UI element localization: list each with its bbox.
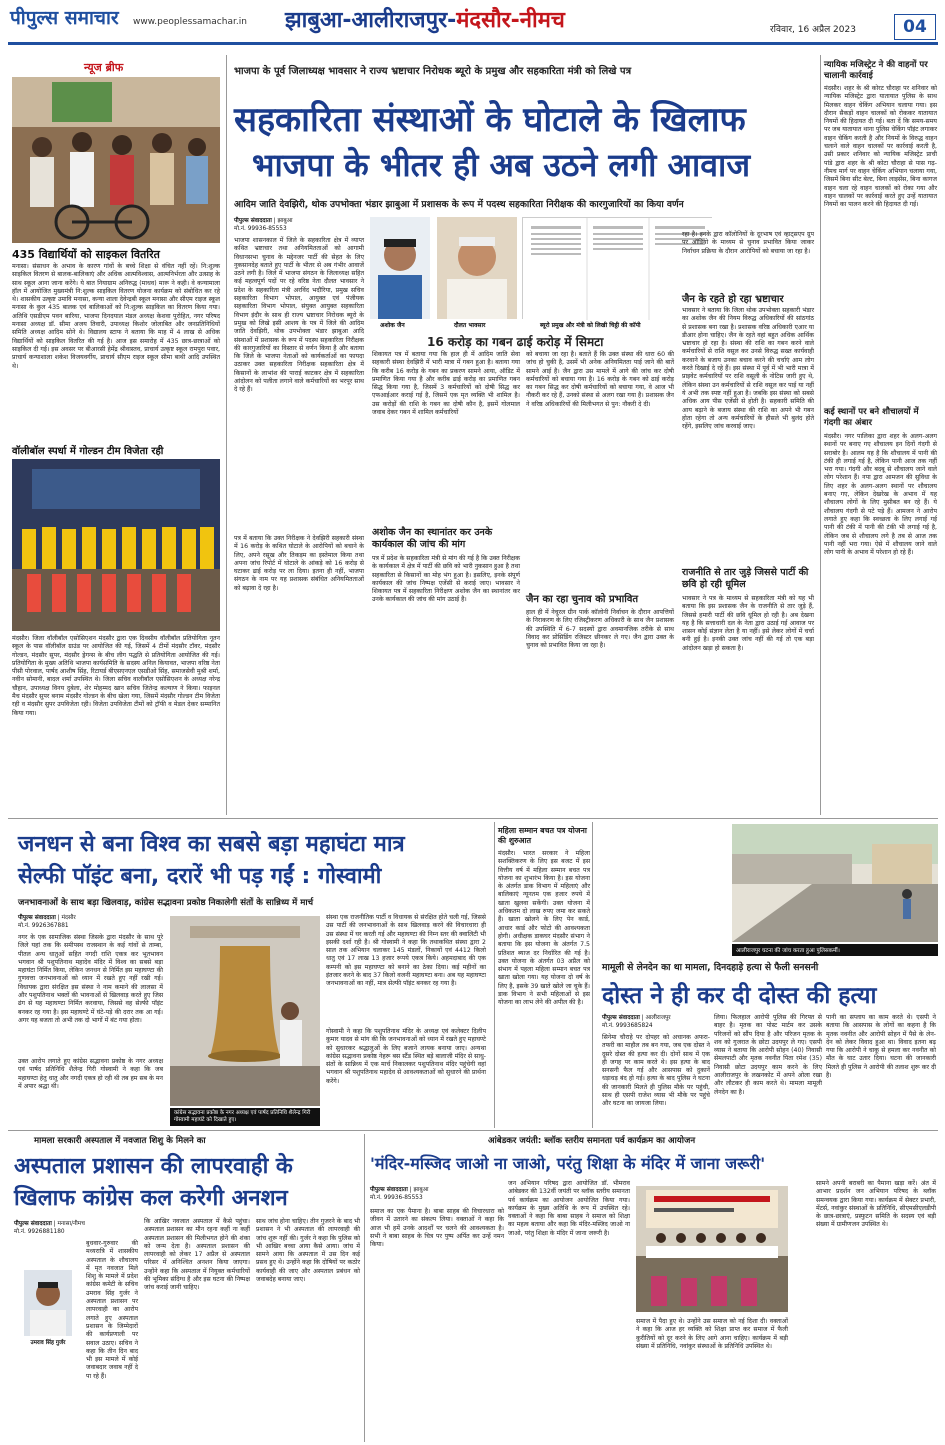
- right-column: [824, 55, 937, 815]
- main-story-col4c: भावसार ने पत्र के माध्यम से सहकारिता मंत्री को यह भी बताया कि इस प्रशासक जैन के राजनीति से तार जुड़े हैं, जिससे हमारी पार्टी की छवि धूमिल हो रही है। अब देखना यह है कि सत्ताधारी दल के नेता द्वारा उठाई गई आवाज पर शासन कोई संज्ञान लेता है या नहीं। इसे लेकर लोगों में चर्चा बनी हुई है। इनकी उक्त जांच नहीं की गई तो एक बड़ा आंदोलन खड़ा हो सकता है।: [682, 595, 814, 652]
- hospital-col2: कि आखिर नवजात अस्पताल में कैसे पहुंचा। अस्पताल प्रशासन का मौन रहना कहीं ना कहीं अस्पताल प्रशासन की मिलीभगत होने की शंका को जन्म देता है। अस्पताल प्रशासन की लापरवाही को लेकर 17 अप्रैल से अस्पताल परिसर में अनिश्चित अनशन किया जाएगा। उन्होंने कहा कि अस्पताल में नियुक्त कर्मचारियों की भूमिका संदिग्ध है और इस घटना की निष्पक्ष जांच कराई जानी चाहिए।: [144, 1218, 250, 1292]
- murder-col2: लिया। फिलहाल आरोपी पुलिस की गिरफ्त से बाहर है। मृतक का पोस्ट मार्टम कर उसके परिजनों को सौंप दिया है और परिजन मृतक के शव को गुजरात के छोटा उदयपुर ले गए। एसपी व्यास ने बताया कि आरोपी सोहन (40) निवासी सेमलपाटी और मृतक नवनीत पिता रमेश (35) निवासी छोटा उदयपुर काम करने के लिए आलीराजपुर के लखनकोट में अपने ओला रखा और लौटकर ही काम करते थे। मामला मामूली लेनदेन का है।: [714, 1014, 822, 1096]
- hospital-col1: बुधवार-गुरुवार की मध्यरात्रि में शासकीय अस्पताल के शौचालय में मृत नवजात मिले शिशु के मामले में प्रदेश कांग्रेस कमेटी के सचिव उमराव सिंह गुर्जर ने अस्पताल प्रशासन पर लापरवाही का आरोप लगाते हुए अस्पताल प्रशासन के जिम्मेदारों की कार्यप्रणाली पर सवाल उठाए। सचिव ने कहा कि तीन दिन बाद भी इस मामले में कोई जवाबदार जवाब नहीं दे पा रहे हैं।: [86, 1240, 138, 1380]
- hospital-headline-line1: अस्पताल प्रशासन की लापरवाही के: [14, 1154, 293, 1179]
- subhead-politics: राजनीति से तार जुड़े जिससे पार्टी की छवि हो रही धूमिल: [682, 567, 809, 590]
- region-title: [285, 4, 565, 34]
- magistrate-body: मंदसौर। शहर के श्री कोरट चौराहा पर शनिवार को न्यायिक मजिस्ट्रेट द्वारा यातायात पुलिस के साथ मिलकर वाहन चेकिंग अभियान चलाया गया। इस दौरान सैकड़ों वाहन चालकों को रोककर यातायात नियमों की हिदायत दी गई। बता दें कि समय-समय पर जब यातायात थाना पुलिस चेकिंग पॉइंट लगाकर वाहन चेकिंग करती है और नियमों के विरुद्ध वाहन चलाने वाले वाहन चालकों पर कार्रवाई करती है, उसी प्रकार शनिवार को न्यायिक मजिस्ट्रेट प्राची पांडे द्वारा शहर के श्री कोटा चौराहा से पास गढ़-नीमच मार्ग पर वाहन चेकिंग अभियान चलाया गया, जिसमें बिना सीट बेल्ट, बिना लाइसेंस, बिना कागज वाहन चला रहे वाहन चालकों को रोका गया और वाहन चालकों पर कार्रवाई करते हुए उन्हें यातायात नियमों का पालन करने की हिदायत दी गई।: [824, 85, 937, 209]
- ashok-jain-photo: [370, 217, 430, 319]
- toilets-body: मंदसौर। नगर पालिका द्वारा शहर के अलग-अलग स्थानों पर बनाए गए शौचालय इन दिनों गंदगी से सराबोर है। आलम यह है कि शौचालय में पानी की टंकी ही लगाई गई है, लेकिन पानी आज तक नहीं भरा गया। गंदगी और बदबू से शौचालय जाने वाले लोग परेशान हैं। नपा द्वारा आमजन की सुविधा के लिए शहर के अलग-अलग स्थानों पर शौचालय बनाए गए, लेकिन देखरेख के अभाव में यह शौचालय लोगों के लिए मुसीबत बन रहे हैं। ये शौचालय गंदगी से पटे पड़े हैं। आमजन ने आरोप लगाते हुए कहा कि स्वच्छता के लिए लगाई गई पानी की टंकी में पानी की टंकी भी लगाई गई है, लेकिन जब से शौचालय लगे है तब से आज तक पानी नहीं भरा गया। ऐसे में शौचालय जाने वाले लोग पानी के अभाव में परेशान हो रहे हैं।: [824, 433, 937, 557]
- mahaghanta-story: [10, 822, 490, 1128]
- subhead-jain-election: जैन का रहा चुनाव को प्रभावित: [526, 594, 639, 605]
- subhead-16-crore: 16 करोड़ का गबन ढाई करोड़ में सिमटा: [427, 335, 604, 349]
- cycle-story-title: 435 विद्यार्थियों को साइकल वितरित: [12, 248, 160, 261]
- team-photo-illustration: [12, 459, 220, 631]
- murder-byline-name: पीपुल्स संवाददाता: [602, 1015, 640, 1021]
- main-headline-line1: सहकारिता संस्थाओं के घोटाले के खिलाफ: [234, 100, 746, 140]
- mahaghanta-col2: संस्था एक राजनीतिक पार्टी व विधायक से संरक्षित होते चली गई, जिससे उस पार्टी की जनभावनाओं के साथ खिलवाड़ करने की विचारधारा ही उस संस्था में घर करती गई और महाघण्टा की निम्न स्तर की क्वालिटी भी इसकी दर्शा रही है। श्री गोस्वामी ने कहा कि तथाकथित संस्था द्वारा 2 साल तक अभियान चलाकर 145 मंडलों, निकायों एवं 4412 किलो धातु एवं 17 लाख 13 हजार रूपये एकत्र किये। अहमदाबाद की एक कम्पनी को इस महाघण्टा को बनाने का ठेका दिया। कई महीनों का इंतजार करने के बाद 37 किलो वजनी महाघण्टा बना। अब यह महाघण्टा जनभावनाओं का नहीं, मात्र सेल्फी पॉइंट बनकर रह गया है।: [326, 914, 486, 988]
- main-byline-place: झाबुआ: [277, 218, 293, 224]
- mahaghanta-col1: नगर के एक सामाजिक संस्था जिसके द्वारा मंदसौर के साथ पूरे जिले यहां तक कि समीपस्थ राजस्थान के कई गांवों से ताम्बा, पीतल अन्य धातुओं सहित नगदी राशि एकत्र कर भूतभावन भगवान श्री पशुपतिनाथ महादेव मंदिर में विश्व का सबसे बड़ा महाघंटा निर्मित किया, लेकिन जनधन से निर्मित इस महाघण्टा की गुणवत्ता जनभावनाओं को ध्यान में रखते हुए नहीं रखी गई। विधायक द्वारा संरक्षित इस संस्था ने नाम कमाने की लालसा में और पशुपतिनाथ भक्तों की भावनाओं से खिलवाड़ करते हुए जिस ढंग से यह महाघण्टा निर्मित करवाया, जिससे वह सेल्फी पॉइंट बनकर रह गया है। इस महाघण्टे में घंटे-पड़े की दरार तक आ गई। अगर यह बजता तो अभी तक दो भागों में बंट गया होता।: [18, 934, 163, 1024]
- masthead-url: www.peoplessamachar.in: [133, 17, 247, 27]
- portrait-illustration: [370, 217, 430, 319]
- hospital-byline: पीपुल्स संवाददाता | मनासा/नीमच मो.नं. 9926881180: [14, 1220, 126, 1236]
- news-brief-column: [10, 55, 222, 815]
- main-story-kicker: भाजपा के पूर्व जिलाध्यक्ष भावसार ने राज्य भ्रष्टाचार निरोधक ब्यूरो के प्रमुख और सहकारिता मंत्री को लिखे पत्र: [234, 66, 632, 77]
- volleyball-story-body: मंदसौर। जिला वॉलीबॉल एसोसिएशन मंदसौर द्वारा एक दिवसीय वॉलीबॉल प्रतियोगिता नूतन स्कूल के पास वॉलीबॉल ग्राउंड पर आयोजित की गई, जिसमें 4 टीमों मंदसौर टॉवर, मंदसौर गोल्डन, मंदसौर सुपर, मंदसौर ड्रेगन्स के बीच लीग पद्धति से प्रतियोगिता आयोजित की गई। प्रतियोगिता के मुख्य अतिथि भाजपा कार्यसमिति के सदस्य अनिल कियावत, भाजपा वरिष्ठ नेता पीसी पोरवाल, पार्षद आशीष सिंह, रिटायर्ड बीएसएनएल एसडीओ सिंह, समाजसेवी मुश्री शर्मा, नवीन सोमानी, बादल शर्मा उपस्थित थे। जिला सचिव वालीबॉल एसोसिएशन के अध्यक्ष नरेन्द्र चौहान, उपाध्यक्ष विनय दुबेला, शेर मोहम्मद खान सचिव जितेन्द्र कल्याण ने किया। फाइनल मैच मंदसौर सुपर बनाम मंदसौर गोल्डन के बीच खेला गया, जिसमें मंदसौर गोल्डन टीम विजेता रही व मंदसौर सुपर उपविजेता रही। विजेता उपविजेता टीमों को ट्रॉफी व मेडल देकर सम्मानित किया गया।: [12, 635, 220, 717]
- region-title-part2: मंदसौर-नीमच: [456, 8, 565, 33]
- hospital-kicker: मामला सरकारी अस्पताल में नवजात शिशु के मिलने का: [34, 1136, 206, 1146]
- ambedkar-story: [368, 1134, 938, 1442]
- ambedkar-byline-name: पीपुल्स संवाददाता: [370, 1187, 408, 1193]
- mahaghanta-headline-line1: जनधन से बना विश्व का सबसे बड़ा महाघंटा मात्र: [18, 832, 405, 857]
- women-scheme-story: [498, 822, 590, 1128]
- main-byline-name: पीपुल्स संवाददाता: [234, 218, 272, 224]
- toilets-title: कई स्थानों पर बने शौचालयों में गंदगी का अंबार: [824, 407, 919, 428]
- crime-scene-photo: [732, 824, 938, 942]
- hospital-headline-line2: खिलाफ कांग्रेस कल करेगी अनशन: [14, 1186, 288, 1211]
- hospital-byline-place: मनासा/नीमच: [57, 1221, 85, 1227]
- page-number: 04: [894, 14, 936, 40]
- subhead-jain-corruption: जैन के रहते हो रहा भ्रष्टाचार: [682, 294, 784, 305]
- murder-headline: दोस्त ने ही कर दी दोस्त की हत्या: [602, 983, 877, 1009]
- umrao-gurjar-caption: उमराव सिंह गुर्जर: [30, 1340, 66, 1346]
- mahaghanta-headline-line2: सेल्फी पॉइंट बना, दरारें भी पड़ गईं : गोस्वामी: [18, 864, 382, 889]
- main-story-col3b: हाल ही में नेचुरल ग्रीन पार्क कॉलोनी निर्वाचन के दौरान आपत्तियों के निराकरण के लिए रजिस्ट्रीकरण अधिकारी के साथ जैन प्रशासक की उपस्थिति में 6-7 सदस्यों द्वारा अवमानजिक तरीके से साथ विवाद कर प्रोसिडिंग रजिस्टर छीनकर ले गए। जैन द्वारा उक्त के चुनाव को प्रभावित किया जा रहा है।: [526, 609, 674, 650]
- ashok-jain-caption: अशोक जैन: [380, 322, 405, 329]
- subhead-ashok-jain: अशोक जैन का स्थानांतर कर उनके कार्यकाल की जांच की मांग: [372, 527, 493, 550]
- letter-caption: ब्यूरो प्रमुख और मंत्री को लिखी चिट्ठी की कॉपी: [540, 322, 641, 329]
- murder-col1: सिनेमा चौराहे पर दोपहर को अचानक अफरा-तफरी का माहौल तब बन गया, जब एक दोस्त ने दूसरे दोस्त की हत्या कर दी। दोनों साथ में एक ही जगह पर काम करते थे। इस हत्या के बाद सनसनी फैल गई और आसपास को दुकानें धड़ाधड़ बंद हो गई। हत्या के बाद पुलिस ने घटना की जानकारी मिलते ही पुलिस मौके पर पहुंची, साथ ही एसपी राजेश व्यास भी मौके पर पहुंचे और घटना का जायजा लिया।: [602, 1034, 710, 1108]
- main-byline: पीपुल्स संवाददाता | झाबुआ मो.नं. 99936-85553: [234, 217, 364, 233]
- mahaghanta-byline: पीपुल्स संवाददाता | मंदसौर मो.नं. 9926367881: [18, 914, 158, 930]
- section-divider-1: [8, 818, 938, 819]
- event-photo-illustration: [636, 1186, 788, 1312]
- mid-divider-2: [592, 822, 593, 1128]
- ambedkar-byline-place: झाबुआ: [413, 1187, 429, 1193]
- header-date: रविवार, 16 अप्रैल 2023: [770, 25, 856, 35]
- main-story-col4b: भावसार ने बताया कि जिला थोक उपभोक्ता सहकारी भंडार का अशोक जैन की नियम विरुद्ध अधिकारियों की सांठगांठ से प्रशासक बना रखा है। प्रशासक वरिष्ठ अधिकारी एआर या डीआर होना चाहिए। जैन के रहते वहां बहुत अधिक आर्थिक भ्रष्टाचार हो रहा है। संस्था की राशि का गबन करने वाले कर्मचारियों से राशि वसूल कर उनसे विरुद्ध सख्त कार्यवाही करवाने के बजाय उनका बचाव करने की चर्चाएं आम लोग करते दिखाई दे रहे हैं। इस संस्था में पूर्व में भी भारी मात्रा में प्राइवेट कर्मचारियों पर राशि वसूली के नोटिस जारी हुए थे, लेकिन संस्था उन कर्मचारियों से राशि वसूल कर पाई या नहीं ये अभी तक स्पष्ट नहीं हुआ है। जबकि इस संस्था को सबसे अधिक आय पीस एजेंसी से होती है। सहकारी समिति की आय बढ़ाने के बजाय संस्था की राशि का अपने भी गबन होता रहेगा तो अन्य कर्मचारियों के हौसले भी बुलंद होते रहेंगे, इसलिए जांच करवाई जाए।: [682, 307, 814, 431]
- murder-col3: पानी का सप्लाय का काम करते थे। एसपी ने बताया कि आसपास के लोगों का कहना है कि मृतक नवनीत और आरोपी सोहन में पैसे के लेन-देन को लेकर विवाद हुआ था। विवाद इतना बढ़ गया कि आरोपी ने चाकू से हमला कर नवनीत को मौत के घाट उतार दिया। घटना की जानकारी मिलते ही पुलिस ने आरोपी की तलाश शुरू कर दी है।: [826, 1014, 936, 1080]
- daulat-bhavsar-caption: दौलत भावसार: [454, 322, 486, 329]
- ambedkar-byline-mobile: मो.नं. 99936-85553: [370, 1195, 423, 1201]
- mahaghanta-byline-name: पीपुल्स संवाददाता: [18, 915, 56, 921]
- hospital-byline-name: पीपुल्स संवाददाता: [14, 1221, 52, 1227]
- ambedkar-col-left: जन अभियान परिषद द्वारा आयोजित डॉ. भीमराव आंबेडकर की 132वीं जयंती पर ब्लॉक स्तरीय समानता पर्व कार्यक्रम का आयोजन आयोजित किया गया। कार्यक्रम के मुख्य अतिथि के रूप में उपस्थित रहे। वक्ताओं ने कहा कि बाबा साहब ने समाज को शिक्षा का महत्व बताया और कहा कि मंदिर-मस्जिद जाओ ना जाओ, परंतु शिक्षा के मंदिर में जाना जरूरी है।: [508, 1180, 630, 1237]
- bell-temple-illustration: [170, 916, 320, 1106]
- right-column-divider: [820, 55, 821, 815]
- women-scheme-kicker: महिला सम्मान बचत पत्र योजना की शुरुआत: [498, 826, 587, 845]
- street-scene-illustration: [732, 824, 938, 942]
- main-story-col4: रहा है। इनके द्वारा कॉलोनियों के दूरभाष एवं व्हाट्सएप ग्रुप पर ऑडियो के माध्यम से चुनाव प्रभावित किया जाकर निर्वाचन प्रक्रिया के दौरान आरोपियों को बचाया जा रहा है।: [682, 231, 814, 255]
- mahaghanta-photo: [170, 916, 320, 1106]
- volleyball-team-photo: [12, 459, 220, 631]
- main-byline-mobile: मो.नं. 99936-85553: [234, 226, 287, 232]
- murder-kicker: मामूली से लेनदेन का था मामला, दिनदहाड़े हत्या से फैली सनसनी: [602, 962, 819, 973]
- ambedkar-kicker: आंबेडकर जयंती: ब्लॉक स्तरीय समानता पर्व कार्यक्रम का आयोजन: [488, 1136, 696, 1146]
- crime-scene-caption: आलीराजपुर घटना की जांच करता हुआ पुलिसकर्मी।: [732, 944, 938, 956]
- header-rule: [8, 42, 938, 45]
- main-deck: आदिम जाति देवझिरी, थोक उपभोक्ता भंडार झाबुआ में प्रशासक के रूप में पदस्थ सहकारिता निरीक्षक की कारगुजारियों का किया वर्णन: [234, 199, 684, 210]
- ambedkar-byline: पीपुल्स संवाददाता | झाबुआ मो.नं. 99936-85553: [370, 1186, 510, 1202]
- ambedkar-col-far-right: सामने अपनी बराबरी का पैमाना खड़ा करें। अंत में आभार प्रदर्शन जन अभियान परिषद के ब्लॉक समन्वयक द्वारा किया गया। कार्यक्रम में सेक्टर प्रभारी, मेंटर्स, नवांकुर संस्थाओं के प्रतिनिधि, सीएमसीएलडीपी के छात्र-छात्राएं, प्रस्फुटन समिति के सदस्य एवं बड़ी संख्या में ग्रामीणजन उपस्थित थे।: [816, 1180, 936, 1229]
- left-column-divider: [226, 55, 227, 815]
- main-story-col3: को बचाया जा रहा है। बताते हैं कि उक्त संस्था की धारा 60 की जांच हो चुकी है, उसमें भी अनेक अनियमितता पाई जाने की बातें सामने आई है। जैन द्वारा उस मामले में आगे की जांच कर दोषी कर्मचारियों को बचाया गया है। 16 करोड़ के गबन को ढाई करोड़ का गबन सिद्ध कर दोषी कर्मचारियों को बचाया गया, वे आज भी नौकरी कर रहे हैं, उनको संस्था से अलग रखा गया है। प्रशासक जैन ने वरिष्ठ अधिकारियों की मिलीभगत से पुन: नौकरी दे दी।: [526, 351, 674, 408]
- umrao-gurjar-photo: [24, 1270, 72, 1336]
- volleyball-story-title: वॉलीबॉल स्पर्धा में गोल्डन टीम विजेता रही: [12, 446, 164, 457]
- cycle-distribution-photo: [12, 77, 220, 243]
- main-story-col1: भाजपा शासनकाल में जिले के सहकारिता क्षेत्र में व्याप्त कथित भ्रष्टाचार तथा अनियमितताओं को आगामी विधानसभा चुनाव के मद्देनजर पार्टी की सेहत के लिए नुकसानदेह बताते हुए पार्टी के भीतर से अब गंभीर आवाजें उठने लगी है। जिले में भाजपा संगठन के जिलाध्यक्ष सहित कई महत्वपूर्ण पदों पर रहे वरिष्ठ नेता दौलत भावसार ने प्रदेश के सहकारिता मंत्री अरविंद भदौरिया, प्रमुख सचिव सहकारिता विभाग भोपाल, आयुक्त एवं पंजीयक सहकारिता विभाग भोपाल, संयुक्त आयुक्त सहकारिता विभाग इंदौर के साथ ही राज्य भ्रष्टाचार निरोधक ब्यूरो के प्रमुख को लिखे इसी आशय के पत्र में जिले की आदिम जाति देवझिरी, थोक उपभोक्ता भंडार झाबुआ आदि संस्थाओं में प्रशासक के रूप में पदस्थ सहकारिता निरीक्षक की कारगुजारियों का विस्तार से वर्णन किया है और बताया कि जिले के भाजपा नेताओं को कार्यकर्ताओं का फायदा उठाकर उक्त सहकारिता निरीक्षक सहकारिता क्षेत्र में किसानों के लाभांश की पाराई काटकर क्षेत्र में सहकारिता आंदोलन को पलीता लगाने वाले कर्मचारियों का भरपूर साथ दे रहे हैं।: [234, 237, 364, 394]
- mid-divider-3: [364, 1134, 365, 1442]
- mahaghanta-col2b: गोस्वामी ने कहा कि पशुपतिनाथ मंदिर के अध्यक्ष एवं कलेक्टर दिलीप कुमार यादव से मांग की कि जनभावनाओं को ध्यान में रखते हुए महाघण्टे को सुधारकर श्रद्धालुओं के लिए बजाने लायक बनाया जाए। अन्यथा कांग्रेस सद्भावना प्रकोष्ठ नेहरू बस स्टैंड स्थित बड़े बालाजी मंदिर से साधु-संतों के सान्निध्य में एक मार्च निकालकर पशुपतिनाथ मंदिर पहुंचेगी वहां भगवान श्री पशुपतिनाथ महादेव से आवश्यकताओं को सुधारने की प्रार्थना करेंगे।: [326, 1028, 486, 1085]
- magistrate-title: न्यायिक मजिस्ट्रेट ने की वाहनों पर चालानी कार्रवाई: [824, 60, 928, 81]
- hospital-story: [10, 1134, 362, 1442]
- murder-byline: पीपुल्स संवाददाता | आलीराजपुर मो.नं. 9993685824: [602, 1014, 712, 1030]
- hospital-byline-mobile: मो.नं. 9926881180: [14, 1229, 65, 1235]
- section-divider-2: [8, 1130, 938, 1131]
- main-story-col1b: पत्र में बताया कि उक्त निरीक्षक ने देवझिरी सहकारी संस्था में 16 करोड़ के कथित घोटाले के आरोपियों को बचाने के लिए, अपने रसूख और तिकड़म का इस्तेमाल किया तथा अपना जांच रिपोर्ट में घोटाले के आंकड़े को 16 करोड़ से घटाकर ढाई करोड़ पर ला दिया। इतना ही नहीं, भाजपा संगठन के नाम पर यह प्रशासक संबंधित अनियमितताओं को बढ़ावा दे रहा है।: [234, 535, 364, 592]
- main-headline-line2: भाजपा के भीतर ही अब उठने लगी आवाज: [252, 146, 751, 184]
- ambedkar-headline: 'मंदिर-मस्जिद जाओ ना जाओ, परंतु शिक्षा के मंदिर में जाना जरूरी': [370, 1154, 766, 1173]
- cycle-story-body: मनासा। संसाधन के अभाव के कारण गांवों के बच्चे शिक्षा से वंचित नहीं रहें। नि:शुल्क साइकिल वितरण से बालक-बालिकाएं और अधिक आत्मविश्वास, आत्मनिर्भरता और उत्साह के साथ स्कूल आना जाना करेंगे। ये बात नियाग्राम अनिरुद्ध (माधव) मारू ने कही। वे कन्यामाला हॉल में आयोजित मुख्यमंत्री नि:शुल्क साइकिल वितरण योजना कार्यक्रम को संबोधित कर रहे थे। शासकीय उत्कृष्ट उमावि मनासा, कन्या शाला देवेन्द्रबी स्कूल मनासा और सीएम राइज स्कूल मनासा के कुल 435 बालक एवं बालिकाओं को नि:शुल्क साइकिल का वितरण किया गया। अतिथि एसडीएम पवन बारिया, भाजपा दिनदयाल मंडल अध्यक्ष केशवा पुरोहित, नगर परिषद मनासा अध्यक्ष डॉ. सीमा अजय तिवारी, उपाध्यक्ष किशोर जोलाबित और जनप्रतिनिधियों समिति अध्यक्ष आदिम सोने थे। विद्यालय स्टाफ ने बताया कि माह में 4 लाख से अधिक विद्यार्थियों को साइकिल वितरित की गई है। आज इस समारोह में 435 छात्र-छात्राओं को साइकिल दी गई। इस अवसर पर बीआरसी हेमेंद्र श्रीवास्तव, प्राचार्य उत्कृष्ट स्कूल रामपुरा पवार, प्राचार्य कन्याशाला शकेश विजयवर्गीय, प्राचार्य सीएम राइज स्कूल सीमा बाथी आदि उपस्थित थे।: [12, 263, 220, 370]
- murder-story: [596, 822, 938, 1128]
- murder-byline-mobile: मो.नं. 9993685824: [602, 1023, 653, 1029]
- murder-byline-place: आलीराजपुर: [645, 1015, 671, 1021]
- main-story: [232, 55, 817, 815]
- women-scheme-body: मंदसौर। भारत सरकार ने महिला सशक्तिकरण के लिए इस बजट में इस वित्तीय वर्ष में महिला सम्मान बचत पत्र योजना का शुभारंभ किया है। इस योजना के अंतर्गत डाक विभाग में महिलाएं और बालिकाएं न्यूनतम एक हजार रुपये में खाता खुलवा सकेंगी। उक्त योजना में अधिकतम दो लाख रुपए जमा कर सकते हैं। खाता खोलने के लिए पेन कार्ड, आधार कार्ड और फोटो की आवश्यकता होगी। अधीक्षक डाकघर मंदसौर संभाग ने बताया कि इस योजना के अंतर्गत 7.5 प्रतिशत ब्याज दर निर्धारित की गई है। उक्त योजना के अंतर्गत 03 अप्रैल को संभाग में पहला महिला सम्मान बचत पत्र खाता खोला गया। यह योजना दो वर्ष के लिए है, इसके 39 खाते खोले जा चुके हैं। डाक विभाग ने सभी महिलाओं से इस योजना का लाभ लेने की अपील की है।: [498, 850, 590, 1007]
- portrait-illustration: [437, 217, 517, 319]
- mahaghanta-byline-place: मंदसौर: [61, 915, 76, 921]
- main-story-col2: शिकायत पत्र में बताया गया कि हाल ही में आदिम जाति सेवा सहकारी संस्था देवझिरी में भारी मात्रा में गबन हुआ है। बताया गया कि करीब 16 करोड़ के गबन का प्रकरण सामने आया, ऑडिट में प्रमाणित किया गया है और करीब ढाई करोड़ का प्रमाणित गबन सिद्ध किया गया है, जिसमें 3 कर्मचारियों को दोषी सिद्ध कर एफआईआर कराई गई है, जिसमें एक मृत व्यक्ति भी शामिल है। उस करोड़ों की राशि के गबन का दोषी कौन है, इसमें गोलमाल जवाब देकर गबन में शामिल कर्मचारियों: [372, 351, 520, 417]
- page-header: [0, 0, 945, 46]
- portrait-illustration: [24, 1270, 72, 1336]
- ambedkar-event-photo: [636, 1186, 788, 1312]
- mid-divider-1: [494, 822, 495, 1128]
- ambedkar-col-center-right: समाज का एक पैमाना है। बाबा साहब की विचारधारा को जीवन में उतारने का संकल्प लिया। वक्ताओं ने कहा कि आज भी हमें उनके आदर्शों पर चलने की आवश्यकता है। सभी ने बाबा साहब के चित्र पर पुष्प अर्पित कर उन्हें नमन किया।: [370, 1208, 504, 1249]
- news-brief-label: न्यूज ब्रीफ: [84, 61, 124, 74]
- crowd-photo-illustration: [12, 77, 220, 243]
- mahaghanta-byline-mobile: मो.नं. 9926367881: [18, 923, 69, 929]
- masthead-brand: पीपुल्स समाचार: [10, 7, 119, 29]
- daulat-bhavsar-photo: [437, 217, 517, 319]
- main-story-col2b: पत्र में प्रदेश के सहकारिता मंत्री से मांग की गई है कि उक्त निरीक्षक के कार्यकाल में क्षेत्र में पार्टी की छवि को भारी नुकसान हुआ है तथा सहकारिता से किसानों का मोह भंग हुआ है। इसलिए, इनके संपूर्ण कार्यकाल की जांच निष्पक्ष एजेंसी से कराई जाए। भावसार ने शिकायत पत्र में सहकारिता निरीक्षण अशोक जैन का स्थानांतर कर उनके कार्यकाल की जांच की मांग उठाई है।: [372, 555, 520, 604]
- mahaghanta-deck: जनभावनाओं के साथ बड़ा खिलवाड़, कांग्रेस सद्भावना प्रकोष्ठ निकालेगी संतों के सान्निध्य में मार्च: [18, 898, 314, 908]
- mahaghanta-photo-caption: कांग्रेस सद्भावना प्रकोष्ठ के नगर अध्यक्ष एवं पार्षद प्रतिनिधि शैलेन्द्र गिरी गोस्वामी महाघंटे को दिखाते हुए।: [170, 1108, 320, 1126]
- ambedkar-col-mid: समाज में पैदा हुए थे। उन्होंने उस समाज को नई दिशा दी। वक्ताओं ने कहा कि आज हर व्यक्ति को शिक्षा प्राप्त कर समाज में फैली कुरीतियों को दूर करने के लिए आगे आना चाहिए। कार्यक्रम में बड़ी संख्या में प्रतिनिधि, नवांकुर संस्थाओं के प्रतिनिधि उपस्थित थे।: [636, 1318, 788, 1350]
- mahaghanta-col1b: उक्त आरोप लगाते हुए कांग्रेस सद्भावना प्रकोष्ठ के नगर अध्यक्ष एवं पार्षद प्रतिनिधि शैलेन्द्र गिरी गोस्वामी ने कहा कि जब महाघण्टा हेतु धातु और नगदी एकत्र हो रही थी तब हम सब के मन में अपार श्रद्धा थी।: [18, 1058, 163, 1090]
- hospital-col3: साथ जांच होना चाहिए। तीन गुजरने के बाद भी प्रशासन ने भी अस्पताल की लापरवाही की जांच शुरू नहीं की। गुर्जर ने कहा कि पुलिस को भी आखिर बच्चा आया कैसे आया। जांच में सामने आया कि अस्पताल में उस दिन कई प्रसव हुए थे। उन्होंने कहा कि दोषियों पर कठोर कार्यवाही की जाए और अस्पताल प्रबंधन को जवाबदेह बनाया जाए।: [256, 1218, 360, 1284]
- region-title-part1: झाबुआ-आलीराजपुर-: [285, 8, 457, 33]
